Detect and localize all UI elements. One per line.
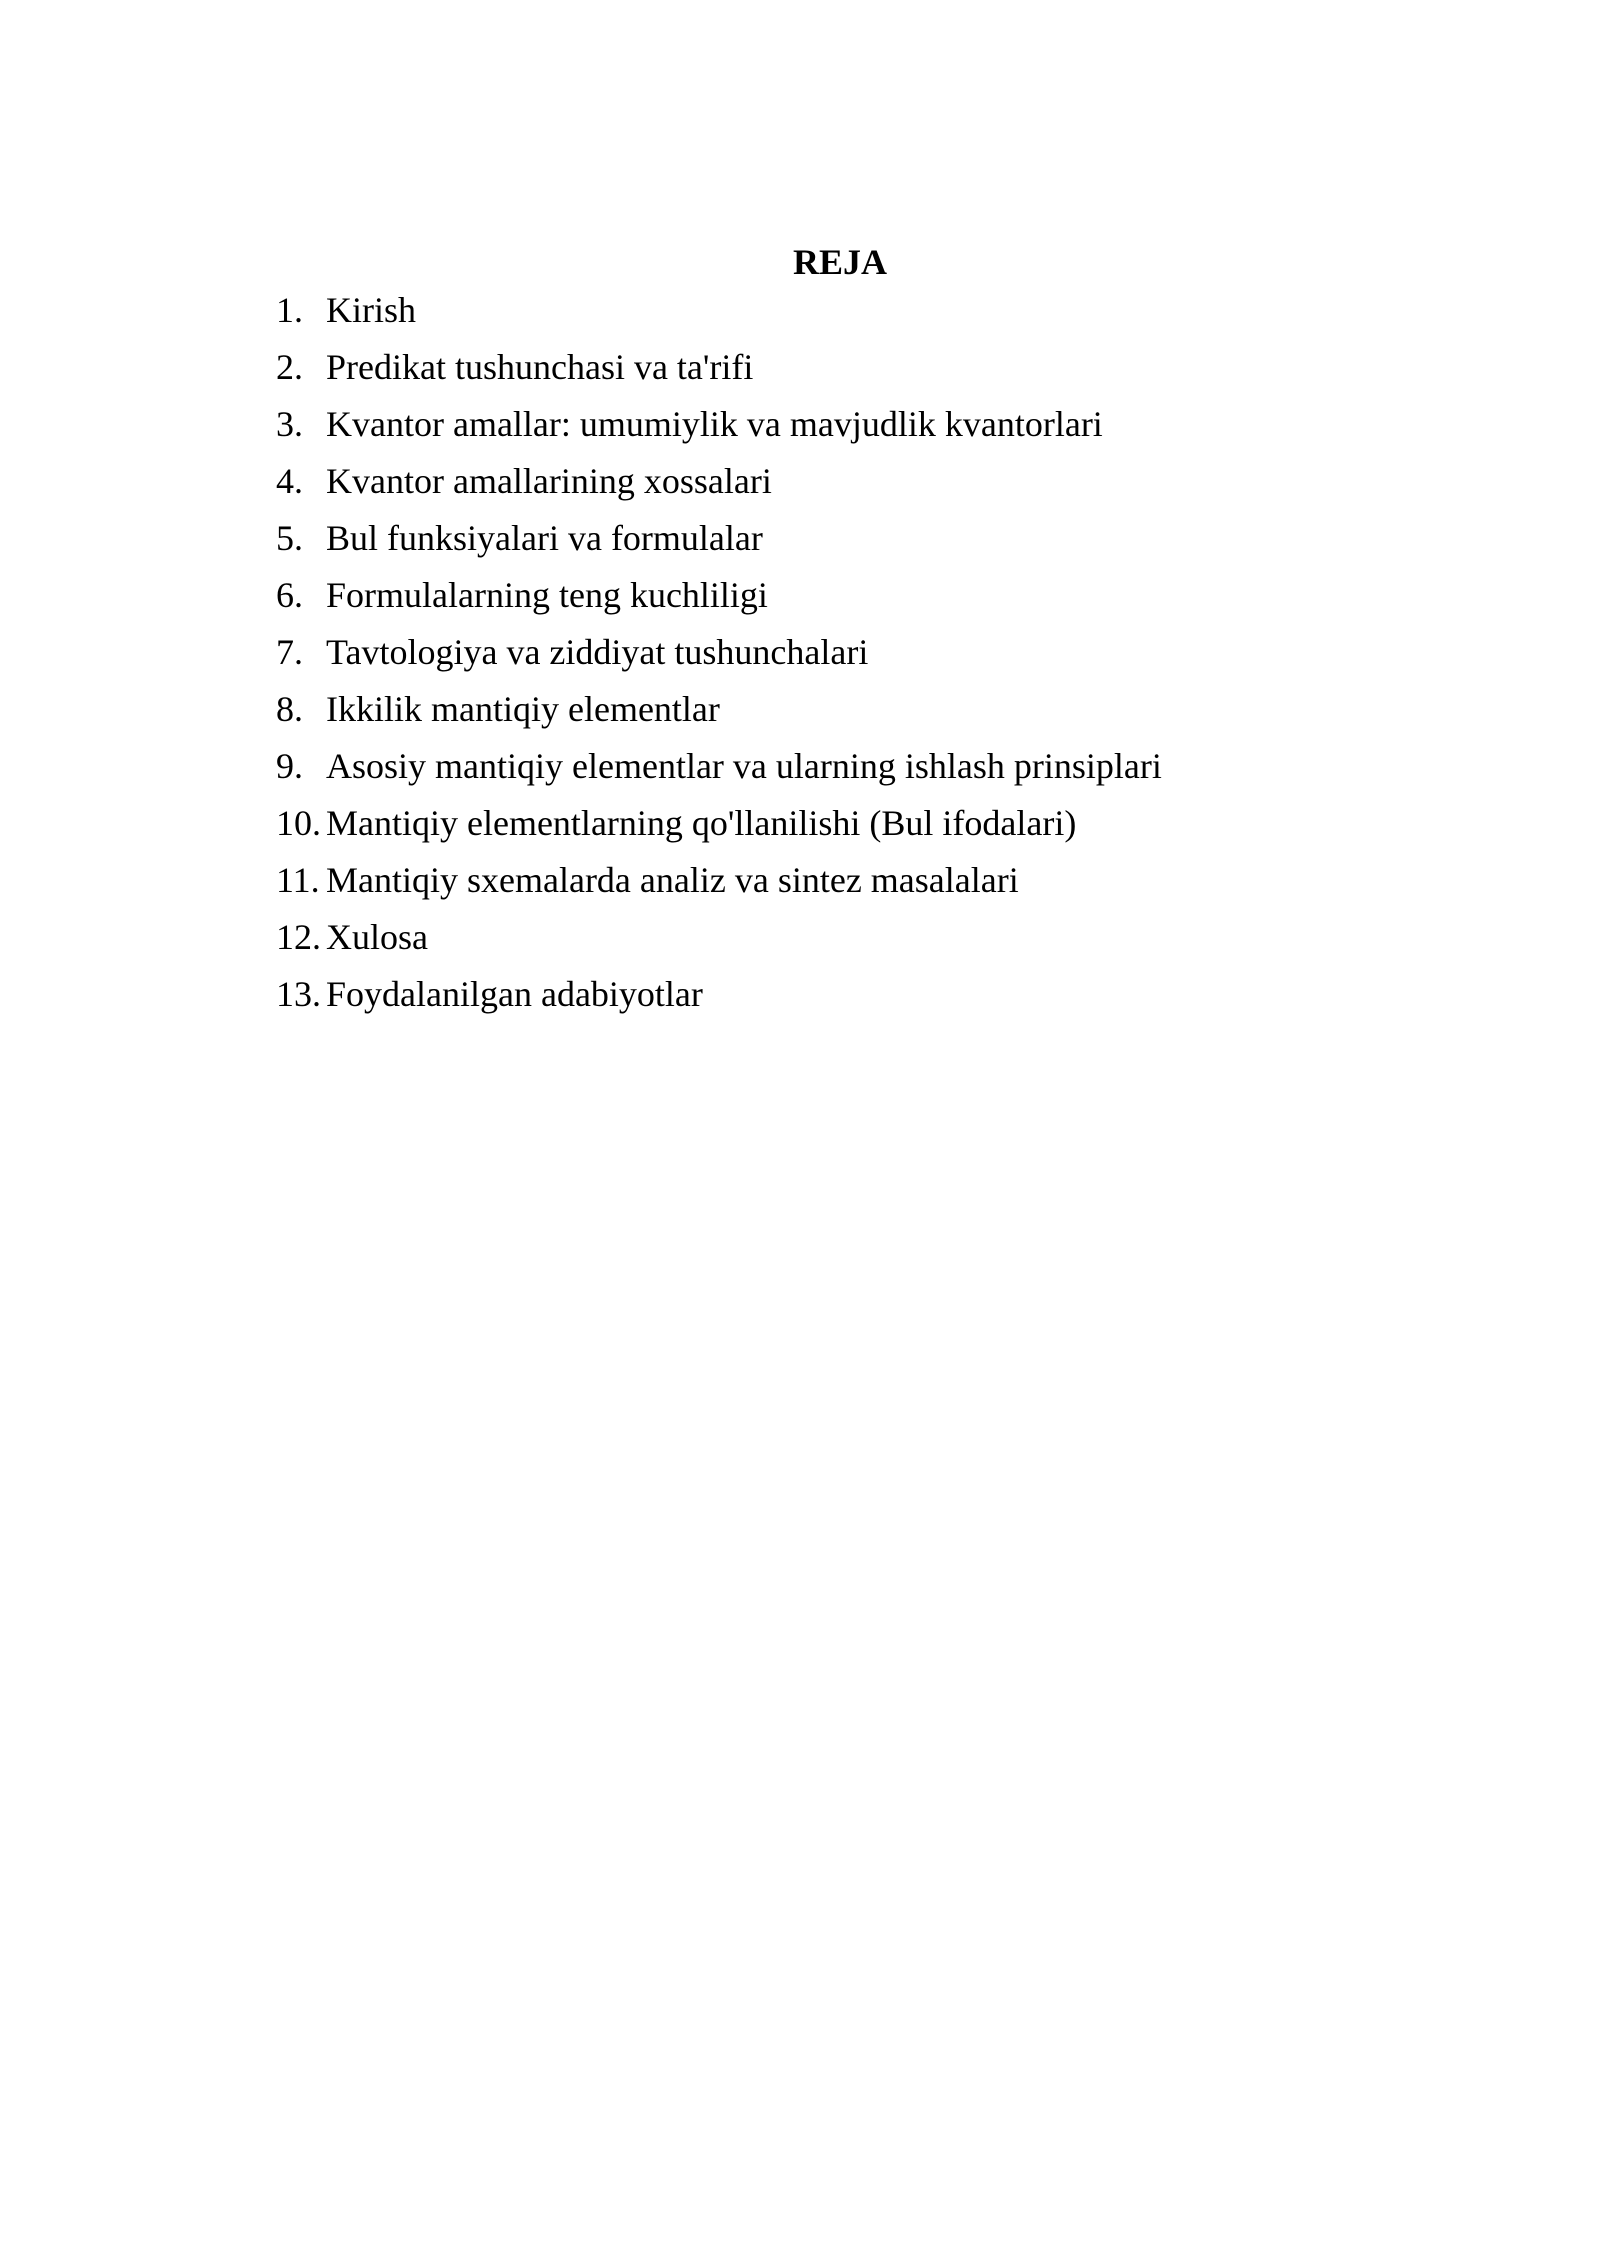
toc-item-number: 6. [276, 575, 303, 615]
toc-item-number: 13. [276, 974, 321, 1014]
toc-item-number: 10. [276, 803, 321, 843]
table-of-contents [276, 282, 1162, 1023]
toc-item-label: Bul funksiyalari va formulalar [326, 518, 763, 558]
toc-item [276, 795, 1162, 852]
toc-item-number: 1. [276, 290, 303, 330]
toc-item-number: 12. [276, 917, 321, 957]
toc-item [276, 681, 1162, 738]
toc-item-number: 2. [276, 347, 303, 387]
toc-item [276, 567, 1162, 624]
toc-item [276, 738, 1162, 795]
toc-item-number: 9. [276, 746, 303, 786]
toc-item-label: Asosiy mantiqiy elementlar va ularning ishlash prinsiplari [326, 746, 1162, 786]
toc-item-label: Kirish [326, 290, 416, 330]
toc-item-number: 7. [276, 632, 303, 672]
toc-item-label: Ikkilik mantiqiy elementlar [326, 689, 720, 729]
toc-item-label: Kvantor amallarining xossalari [326, 461, 772, 501]
toc-item-label: Mantiqiy sxemalarda analiz va sintez masalalari [326, 860, 1019, 900]
toc-item [276, 396, 1162, 453]
toc-item [276, 453, 1162, 510]
toc-item [276, 909, 1162, 966]
toc-item-label: Predikat tushunchasi va ta'rifi [326, 347, 754, 387]
toc-item-label: Xulosa [326, 917, 428, 957]
toc-item [276, 339, 1162, 396]
toc-item-number: 8. [276, 689, 303, 729]
toc-item [276, 852, 1162, 909]
toc-item-label: Kvantor amallar: umumiylik va mavjudlik kvantorlari [326, 404, 1103, 444]
toc-item-number: 5. [276, 518, 303, 558]
toc-item [276, 624, 1162, 681]
toc-item-label: Tavtologiya va ziddiyat tushunchalari [326, 632, 869, 672]
toc-item-number: 11. [276, 860, 320, 900]
toc-item-label: Foydalanilgan adabiyotlar [326, 974, 703, 1014]
toc-item-label: Formulalarning teng kuchliligi [326, 575, 768, 615]
page-title: REJA [792, 242, 887, 282]
toc-item [276, 282, 1162, 339]
toc-item [276, 966, 1162, 1023]
toc-item [276, 510, 1162, 567]
toc-item-label: Mantiqiy elementlarning qo'llanilishi (Bul ifodalari) [326, 803, 1077, 843]
toc-item-number: 4. [276, 461, 303, 501]
toc-item-number: 3. [276, 404, 303, 444]
